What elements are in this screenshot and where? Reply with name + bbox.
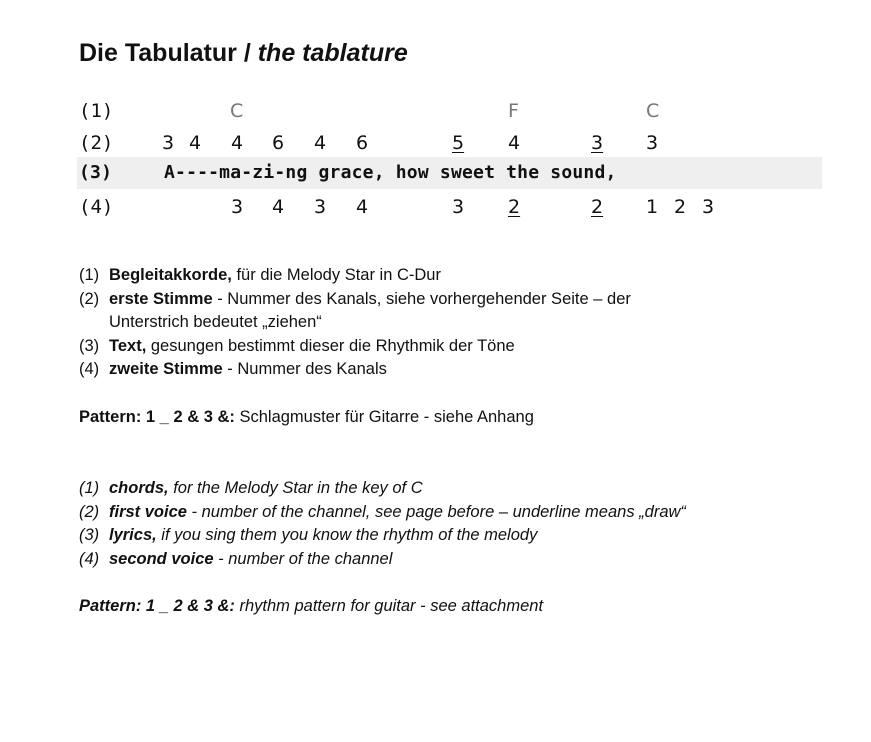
legend-text: for the Melody Star in the key of C xyxy=(168,479,423,497)
note: 3 xyxy=(314,196,327,218)
legend-number: (4) xyxy=(79,549,100,568)
pattern-label: Pattern: 1 _ 2 & 3 &: xyxy=(79,408,235,426)
legend-number: (3) xyxy=(79,526,100,544)
legend-number: (3) xyxy=(79,336,100,355)
chord: C xyxy=(646,100,660,122)
legend-item xyxy=(79,335,631,359)
title-de: Die Tabulatur / xyxy=(79,39,251,67)
legend-text: - number of the channel xyxy=(213,549,393,568)
legend-term: erste Stimme xyxy=(109,289,213,308)
note: 3 xyxy=(162,132,175,154)
chord: C xyxy=(230,100,244,122)
legend-german xyxy=(79,264,631,382)
note: 4 xyxy=(508,132,521,154)
legend-number: (1) xyxy=(79,266,100,284)
tab-row-lyrics xyxy=(77,157,822,189)
tab-row-first-voice xyxy=(0,127,871,159)
chord: F xyxy=(508,100,519,122)
note: 1 xyxy=(646,196,659,218)
row-label: (3) xyxy=(79,162,113,183)
legend-term: Text, xyxy=(109,336,147,355)
page-title xyxy=(79,36,408,70)
tab-row-second-voice xyxy=(0,191,871,223)
tablature xyxy=(0,95,871,225)
row-label: (2) xyxy=(79,132,114,154)
note: 4 xyxy=(272,196,285,218)
pattern-english xyxy=(79,595,543,618)
legend-number: (4) xyxy=(79,360,100,378)
note: 3 xyxy=(646,132,659,154)
row-label: (4) xyxy=(79,196,114,218)
note: 3 xyxy=(452,196,465,218)
legend-item xyxy=(79,524,686,548)
pattern-label: Pattern: 1 _ 2 & 3 &: xyxy=(79,597,235,615)
legend-term: Begleitakkorde, xyxy=(109,266,232,284)
title-en: the tablature xyxy=(257,39,408,67)
note: 3 xyxy=(231,196,244,218)
legend-term: lyrics, xyxy=(109,526,157,544)
legend-term: zweite Stimme xyxy=(109,360,223,378)
legend-text: gesungen bestimmt dieser die Rhythmik der Töne xyxy=(146,336,515,355)
pattern-text: rhythm pattern for guitar - see attachment xyxy=(234,597,544,615)
note: 4 xyxy=(356,196,369,218)
legend-item xyxy=(79,358,631,382)
legend-item xyxy=(79,548,686,572)
note-draw: 2 xyxy=(508,196,521,218)
legend-text: - Nummer des Kanals xyxy=(222,360,387,378)
note: 3 xyxy=(702,196,715,218)
legend-item xyxy=(79,264,631,288)
note: 6 xyxy=(356,132,369,154)
legend-number: (2) xyxy=(79,289,100,308)
legend-item xyxy=(79,501,686,525)
note: 6 xyxy=(272,132,285,154)
legend-item xyxy=(79,477,686,501)
note-draw: 2 xyxy=(591,196,604,218)
legend-term: second voice xyxy=(109,549,214,568)
legend-number: (2) xyxy=(79,502,100,521)
note: 2 xyxy=(674,196,687,218)
row-label: (1) xyxy=(79,100,114,122)
note-draw: 3 xyxy=(591,132,604,154)
legend-text: - Nummer des Kanals, siehe vorhergehender Seite – der xyxy=(212,289,631,308)
note: 4 xyxy=(231,132,244,154)
note-draw: 5 xyxy=(452,132,465,154)
tab-row-chords xyxy=(0,95,871,127)
lyrics: A----ma-zi-ng grace, how sweet the sound, xyxy=(164,162,617,183)
pattern-german xyxy=(79,406,534,429)
note: 4 xyxy=(189,132,202,154)
legend-item xyxy=(79,288,631,335)
legend-term: chords, xyxy=(109,479,169,497)
legend-text: if you sing them you know the rhythm of the melody xyxy=(156,526,538,544)
legend-text: - number of the channel, see page before – underline means „draw“ xyxy=(186,502,686,521)
note: 4 xyxy=(314,132,327,154)
pattern-text: Schlagmuster für Gitarre - siehe Anhang xyxy=(234,408,534,426)
legend-text: für die Melody Star in C-Dur xyxy=(231,266,441,284)
legend-text: Unterstrich bedeutet „ziehen“ xyxy=(109,313,322,331)
legend-term: first voice xyxy=(109,502,187,521)
legend-number: (1) xyxy=(79,479,100,497)
legend-english xyxy=(79,477,686,571)
